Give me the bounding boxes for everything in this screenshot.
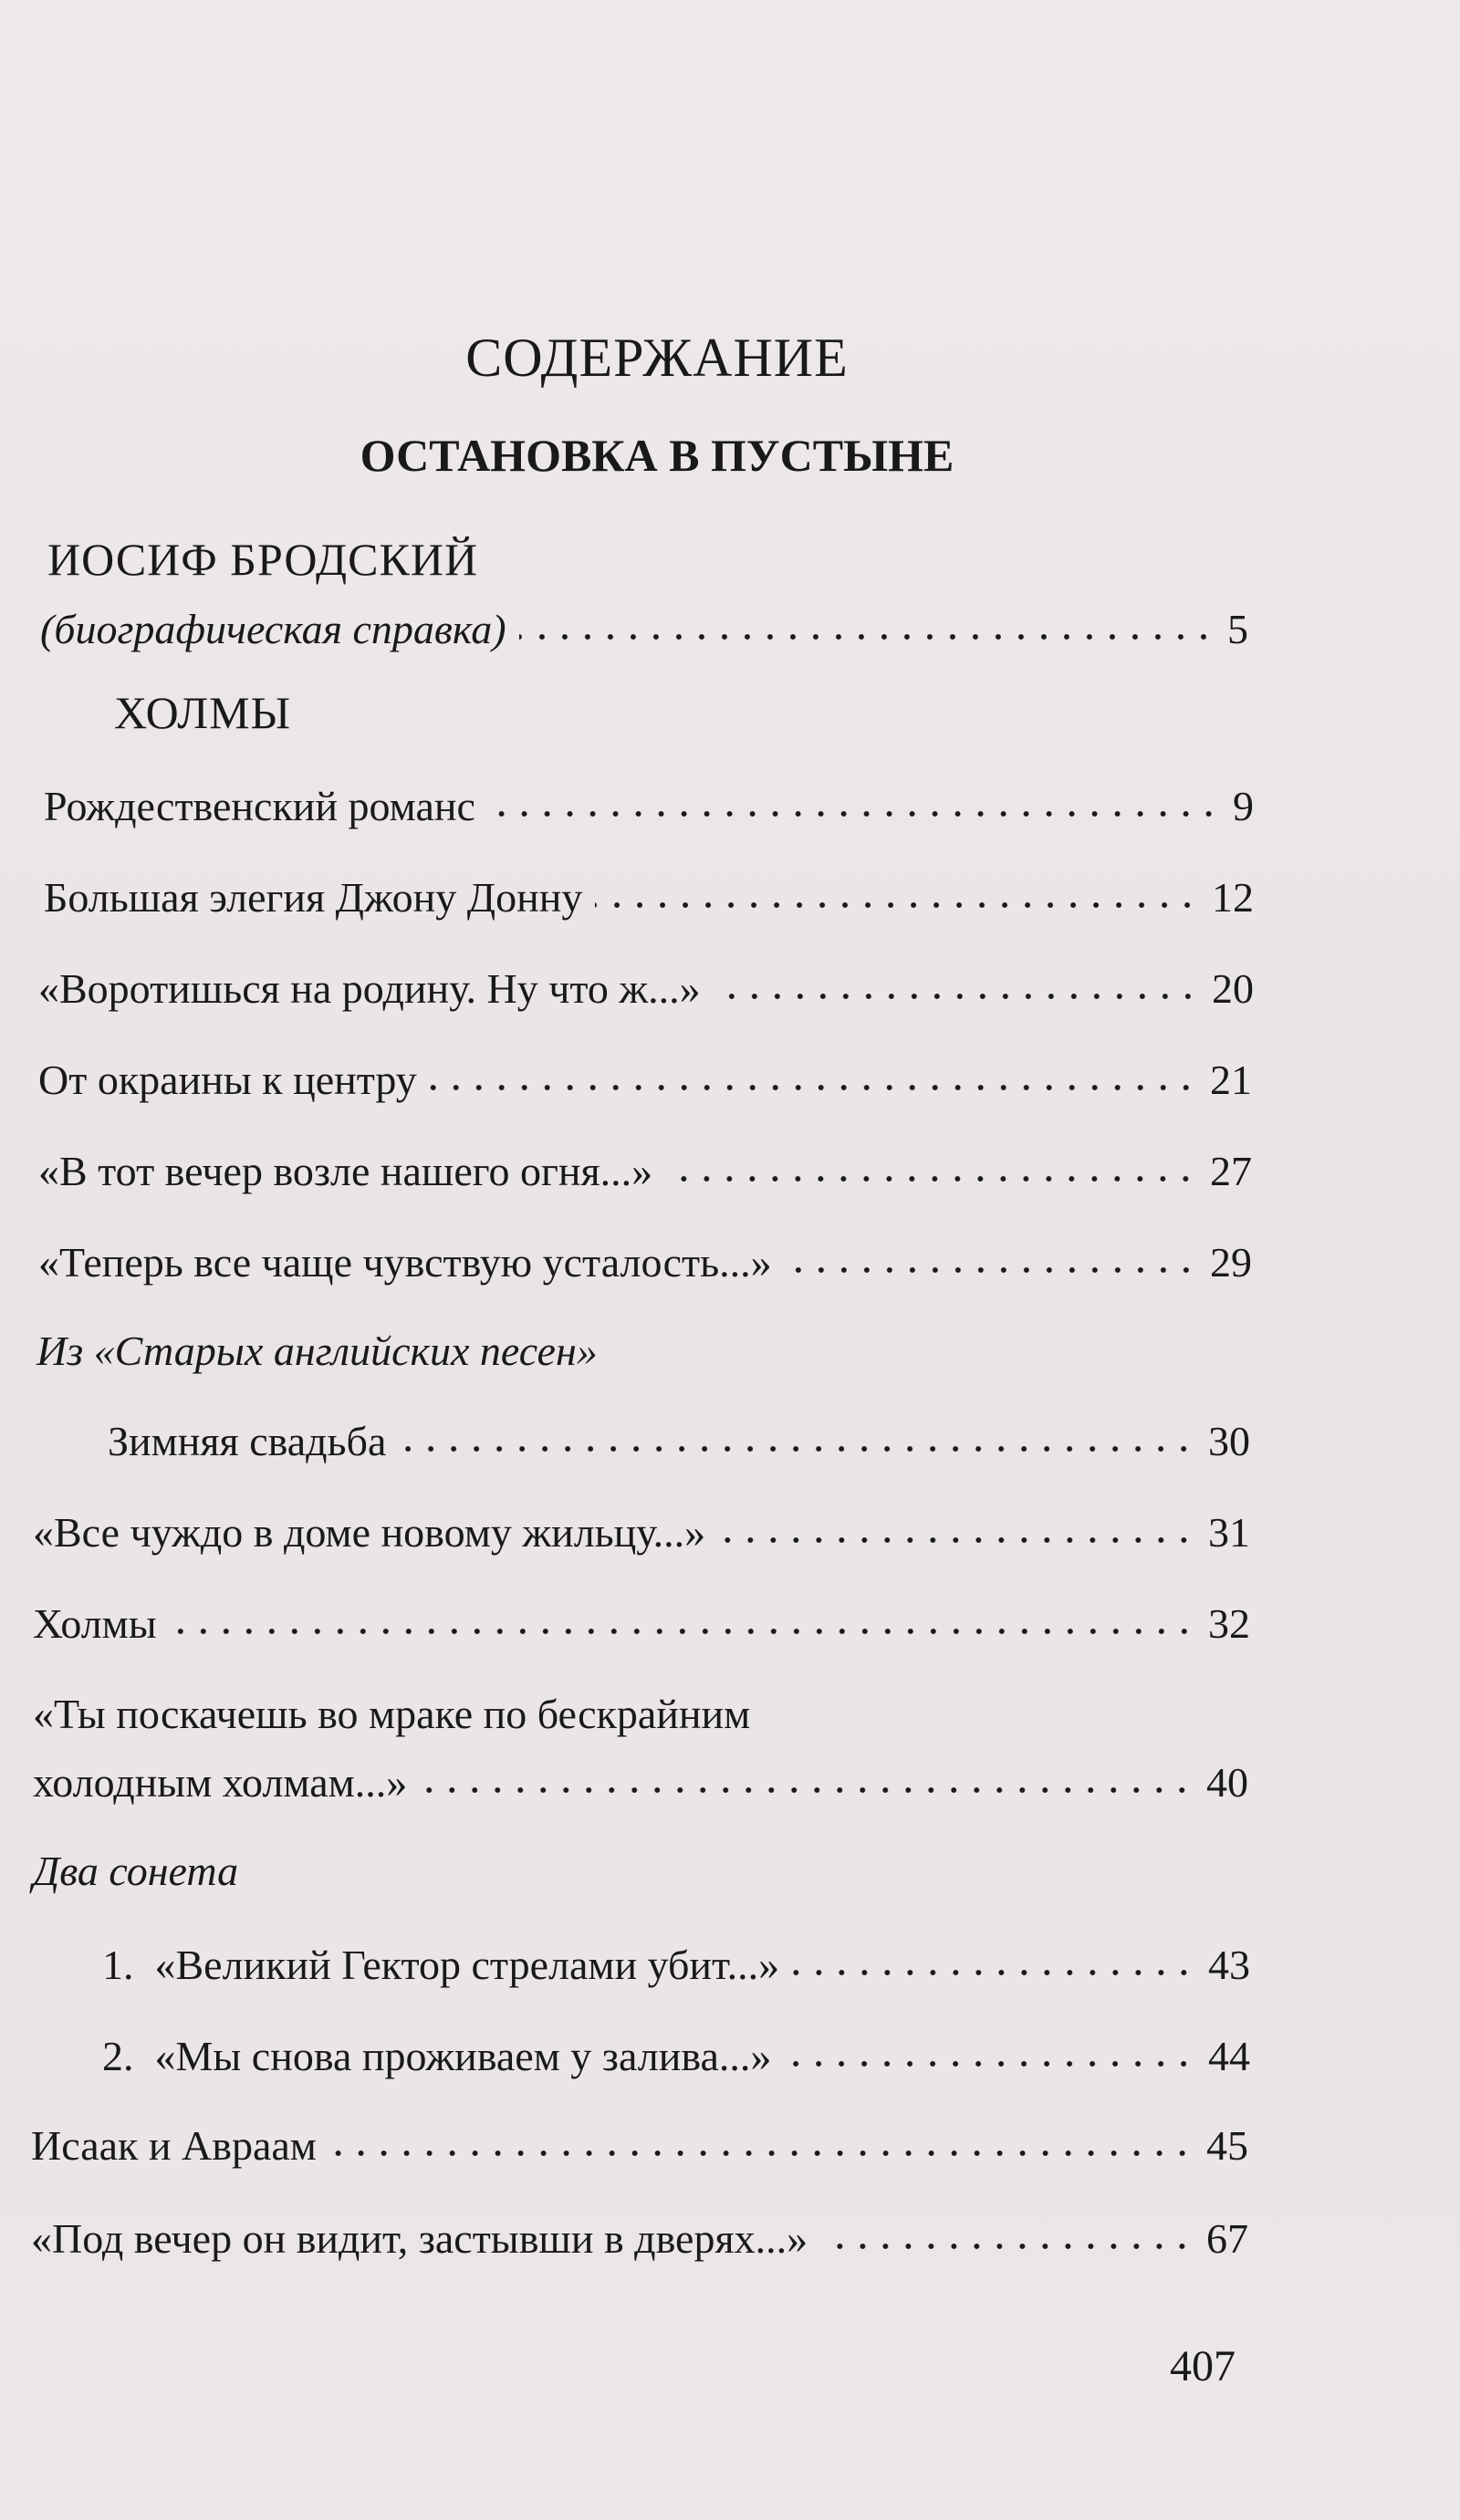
leader-dots <box>820 2244 1194 2249</box>
page-number: 407 <box>1170 2342 1236 2390</box>
leader-dots <box>170 1629 1195 1634</box>
toc-entry-title: Холмы <box>33 1600 157 1647</box>
toc-entry <box>102 2031 1250 2081</box>
toc-entry-title: «Под вечер он видит, застывши в дверях...» <box>31 2215 808 2262</box>
leader-dots <box>714 994 1199 999</box>
leader-dots <box>785 1267 1197 1273</box>
leader-dots <box>718 1537 1195 1543</box>
toc-entry-page: 31 <box>1208 1509 1250 1556</box>
toc-entry <box>31 2213 1248 2264</box>
leader-dots <box>420 1787 1194 1793</box>
leader-dots <box>488 811 1220 817</box>
toc-entry-title: Исаак и Авраам <box>31 2122 317 2169</box>
toc-entry <box>38 963 1254 1014</box>
toc-entry-page: 9 <box>1233 783 1254 829</box>
group-heading: Из «Старых английских песен» <box>36 1328 598 1374</box>
toc-entry-title: «Теперь все чаще чувствую усталость...» <box>38 1239 772 1286</box>
toc-entry-title: Рождественский романс <box>44 783 475 829</box>
toc-entry-title: (биографическая справка) <box>40 606 506 652</box>
group-heading: Два сонета <box>33 1848 239 1894</box>
toc-entry-page: 32 <box>1208 1600 1250 1647</box>
toc-entry-title: 1. «Великий Гектор стрелами убит...» <box>102 1942 780 1988</box>
leader-dots <box>329 2150 1194 2156</box>
toc-entry <box>31 2120 1248 2171</box>
toc-entry <box>38 1146 1252 1196</box>
leader-dots <box>430 1085 1197 1090</box>
leader-dots <box>519 634 1215 640</box>
toc-entry-title-line2: холодным холмам...» <box>33 1759 408 1806</box>
leader-dots <box>792 1970 1195 1975</box>
leader-dots <box>784 2061 1195 2067</box>
section-heading: ХОЛМЫ <box>114 687 292 738</box>
toc-entry-page: 20 <box>1212 965 1254 1012</box>
toc-entry-page: 27 <box>1210 1148 1252 1194</box>
page-title: СОДЕРЖАНИЕ <box>465 328 849 388</box>
toc-entry <box>38 1055 1252 1105</box>
toc-entry-title: «В тот вечер возле нашего огня...» <box>38 1148 653 1194</box>
author-heading: ИОСИФ БРОДСКИЙ <box>47 534 479 585</box>
toc-entry-page: 40 <box>1206 1759 1248 1806</box>
toc-entry <box>33 1598 1250 1649</box>
toc-entry-page: 45 <box>1206 2122 1248 2169</box>
toc-entry <box>38 1237 1252 1287</box>
leader-dots <box>665 1176 1197 1182</box>
toc-entry <box>108 1416 1250 1466</box>
toc-entry-page: 21 <box>1210 1057 1252 1103</box>
toc-entry <box>102 1940 1250 1990</box>
toc-entry-author-note <box>40 604 1248 654</box>
toc-entry-page: 43 <box>1208 1942 1250 1988</box>
toc-entry-title: Большая элегия Джону Донну <box>44 874 583 921</box>
toc-entry <box>33 1507 1250 1557</box>
leader-dots <box>595 902 1199 908</box>
toc-entry <box>44 872 1254 922</box>
toc-entry-page: 30 <box>1208 1418 1250 1464</box>
toc-entry-page: 67 <box>1206 2215 1248 2262</box>
book-section-title: ОСТАНОВКА В ПУСТЫНЕ <box>360 430 954 481</box>
toc-entry-page: 44 <box>1208 2033 1250 2079</box>
toc-entry-page: 12 <box>1212 874 1254 921</box>
toc-entry-title: Зимняя свадьба <box>108 1418 387 1464</box>
toc-entry-title: 2. «Мы снова проживаем у залива...» <box>102 2033 772 2079</box>
toc-entry-page: 29 <box>1210 1239 1252 1286</box>
toc-entry-title: «Воротишься на родину. Ну что ж...» <box>38 965 701 1012</box>
toc-entry-title: От окраины к центру <box>38 1057 417 1103</box>
toc-entry-page: 5 <box>1227 606 1248 652</box>
leader-dots <box>399 1446 1195 1452</box>
toc-entry <box>44 781 1254 831</box>
toc-entry-title: «Все чуждо в доме новому жильцу...» <box>33 1509 706 1556</box>
toc-entry-title-line1: «Ты поскачешь во мраке по бескрайним <box>33 1691 751 1737</box>
toc-entry <box>33 1757 1248 1807</box>
